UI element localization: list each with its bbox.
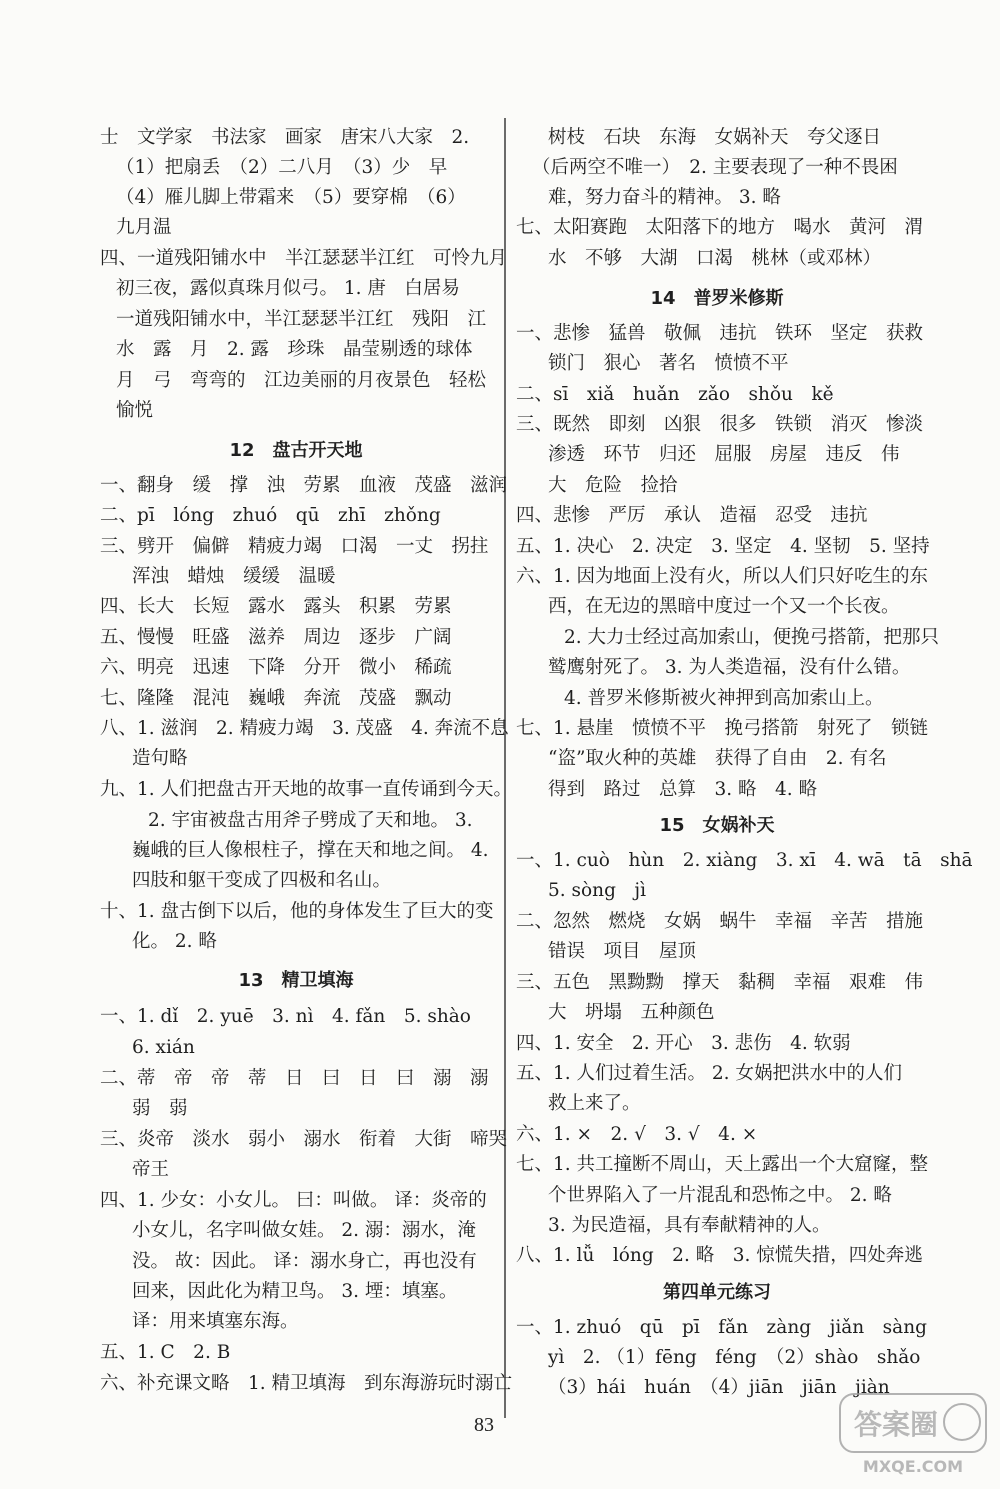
answer-line: 士 文学家 书法家 画家 唐宋八大家 2. (100, 127, 470, 148)
answer-line: 八、1. lǚ lóng 2. 略 3. 惊慌失措，四处奔逃 (516, 1245, 923, 1266)
answer-line: 水 不够 大湖 口渴 桃林（或邓林） (548, 248, 882, 269)
answer-line: （3）hái huán （4）jiān jiān jiàn (548, 1377, 890, 1398)
answer-line: 大 坍塌 五种颜色 (548, 1002, 715, 1023)
answer-line: 六、补充课文略 1. 精卫填海 到东海游玩时溺亡 (100, 1373, 513, 1394)
section-heading: 15 女娲补天 (659, 815, 775, 836)
answer-line: 六、1. 因为地面上没有火，所以人们只好吃生的东 (516, 566, 929, 587)
answer-line: 五、1. C 2. B (100, 1342, 231, 1363)
answer-line: 译：用来填塞东海。 (132, 1311, 299, 1332)
answer-line: 三、五色 黑黝黝 撑天 黏稠 幸福 艰难 伟 (516, 972, 924, 993)
answer-line: yì 2. （1）fēng féng （2）shào shǎo (548, 1347, 921, 1368)
answer-line: 十、1. 盘古倒下以后，他的身体发生了巨大的变 (100, 901, 494, 922)
answer-line: 一、1. cuò hùn 2. xiàng 3. xī 4. wā tā shā (516, 850, 973, 871)
answer-line: 九月温 (116, 217, 172, 238)
answer-line: “盗”取火种的英雄 获得了自由 2. 有名 (548, 748, 887, 769)
answer-line: 大 危险 捡拾 (548, 475, 678, 496)
answer-line: 二、忽然 燃烧 女娲 蜗牛 幸福 辛苦 措施 (516, 911, 924, 932)
answer-line: 回来，因此化为精卫鸟。 3. 堙：填塞。 (132, 1281, 458, 1302)
watermark-sub-text: MXQE.COM (862, 1457, 964, 1476)
watermark-graphic (838, 1392, 988, 1478)
answer-line: 锁门 狠心 著名 愤愤不平 (548, 353, 789, 374)
answer-line: 树枝 石块 东海 女娲补天 夸父逐日 (548, 127, 882, 148)
answer-line: 难，努力奋斗的精神。 3. 略 (548, 187, 781, 208)
answer-line: 6. xián (132, 1037, 195, 1058)
column-divider (504, 118, 506, 1418)
answer-line: 五、1. 决心 2. 决定 3. 坚定 4. 坚韧 5. 坚持 (516, 536, 930, 557)
answer-line: 月 弓 弯弯的 江边美丽的月夜景色 轻松 (116, 370, 487, 391)
answer-line: 五、慢慢 旺盛 滋养 周边 逐步 广阔 (100, 627, 452, 648)
answer-line: 2. 宇宙被盘古用斧子劈成了天和地。 3. (148, 810, 473, 831)
answer-line: 巍峨的巨人像根柱子，撑在天和地之间。 4. (132, 840, 489, 861)
answer-line: 得到 路过 总算 3. 略 4. 略 (548, 779, 818, 800)
answer-line: 七、1. 悬崖 愤愤不平 挽弓搭箭 射死了 锁链 (516, 718, 929, 739)
answer-line: （后两空不唯一） 2. 主要表现了一种不畏困 (532, 157, 898, 178)
answer-line: 七、太阳赛跑 太阳落下的地方 喝水 黄河 渭 (516, 217, 924, 238)
answer-line: 5. sòng jì (548, 880, 647, 901)
answer-line: 西，在无边的黑暗中度过一个又一个长夜。 (548, 596, 900, 617)
answer-line: 四、1. 安全 2. 开心 3. 悲伤 4. 软弱 (516, 1033, 851, 1054)
answer-line: 四、1. 少女：小女儿。 曰：叫做。 译：炎帝的 (100, 1190, 487, 1211)
answer-line: 鹫鹰射死了。 3. 为人类造福，没有什么错。 (548, 657, 911, 678)
answer-line: 没。 故：因此。 译：溺水身亡，再也没有 (132, 1251, 477, 1272)
answer-line: 七、1. 共工撞断不周山，天上露出一个大窟窿，整 (516, 1154, 929, 1175)
page-number: 83 (474, 1414, 494, 1436)
answer-line: 二、蒂 帝 帝 蒂 日 曰 日 曰 溺 溺 (100, 1068, 489, 1089)
answer-line: 弱 弱 (132, 1098, 188, 1119)
answer-line: 3. 为民造福，具有奉献精神的人。 (548, 1215, 831, 1236)
answer-line: 错误 项目 屋顶 (548, 941, 697, 962)
answer-line: （4）雁儿脚上带霜来 （5）要穿棉 （6） (116, 187, 466, 208)
answer-line: 4. 普罗米修斯被火神押到高加索山上。 (564, 688, 884, 709)
answer-line: 一、1. dǐ 2. yuē 3. nì 4. fǎn 5. shào (100, 1006, 471, 1027)
answer-line: 三、劈开 偏僻 精疲力竭 口渴 一丈 拐拄 (100, 536, 489, 557)
answer-line: 救上来了。 (548, 1093, 641, 1114)
watermark-main-text: 答案圈 (853, 1408, 939, 1441)
answer-line: 个世界陷入了一片混乱和恐怖之中。 2. 略 (548, 1185, 892, 1206)
answer-line: 一、悲惨 猛兽 敬佩 违抗 铁环 坚定 获救 (516, 323, 924, 344)
section-heading: 12 盘古开天地 (229, 440, 363, 461)
section-heading: 14 普罗米修斯 (650, 288, 784, 309)
answer-line: 九、1. 人们把盘古开天地的故事一直传诵到今天。 (100, 779, 513, 800)
answer-line: 初三夜，露似真珠月似弓。 1. 唐 白居易 (116, 278, 460, 299)
answer-line: 三、既然 即刻 凶狠 很多 铁锁 消灭 惨淡 (516, 414, 924, 435)
answer-line: 造句略 (132, 748, 188, 769)
answer-line: 2. 大力士经过高加索山，便挽弓搭箭，把那只 (564, 627, 940, 648)
answer-line: （1）把扇丢 （2）二八月 （3）少 早 (116, 157, 448, 178)
answer-line: 五、1. 人们过着生活。 2. 女娲把洪水中的人们 (516, 1063, 902, 1084)
answer-line: 帝王 (132, 1159, 170, 1180)
answer-line: 渗透 环节 归还 屈服 房屋 违反 伟 (548, 444, 900, 465)
answer-line: 化。 2. 略 (132, 931, 217, 952)
watermark-logo (838, 1392, 988, 1478)
answer-line: 四肢和躯干变成了四极和名山。 (132, 870, 392, 891)
answer-line: 六、1. × 2. √ 3. √ 4. × (516, 1124, 758, 1145)
answer-line: 一、1. zhuó qū pī fǎn zàng jiǎn sàng (516, 1317, 927, 1338)
answer-line: 一、翻身 缓 撑 浊 劳累 血液 茂盛 滋润 (100, 475, 508, 496)
answer-line: 四、一道残阳铺水中 半江瑟瑟半江红 可怜九月 (100, 248, 508, 269)
answer-line: 一道残阳铺水中，半江瑟瑟半江红 残阳 江 (116, 309, 487, 330)
answer-line: 四、悲惨 严厉 承认 造福 忍受 违抗 (516, 505, 868, 526)
answer-line: 二、sī xiǎ huǎn zǎo shǒu kě (516, 384, 834, 405)
answer-line: 小女儿，名字叫做女娃。 2. 溺：溺水，淹 (132, 1220, 476, 1241)
answer-line: 六、明亮 迅速 下降 分开 微小 稀疏 (100, 657, 452, 678)
answer-line: 四、长大 长短 露水 露头 积累 劳累 (100, 596, 452, 617)
answer-line: 三、炎帝 淡水 弱小 溺水 衔着 大街 啼哭 (100, 1129, 508, 1150)
section-heading: 第四单元练习 (663, 1282, 771, 1303)
answer-line: 愉悦 (116, 400, 154, 421)
answer-line: 水 露 月 2. 露 珍珠 晶莹剔透的球体 (116, 339, 473, 360)
answer-line: 七、隆隆 混沌 巍峨 奔流 茂盛 飘动 (100, 688, 452, 709)
section-heading: 13 精卫填海 (238, 970, 354, 991)
answer-line: 浑浊 蜡烛 缓缓 温暖 (132, 566, 336, 587)
answer-line: 二、pī lóng zhuó qū zhī zhǒng (100, 505, 441, 526)
answer-line: 八、1. 滋润 2. 精疲力竭 3. 茂盛 4. 奔流不息 (100, 718, 509, 739)
